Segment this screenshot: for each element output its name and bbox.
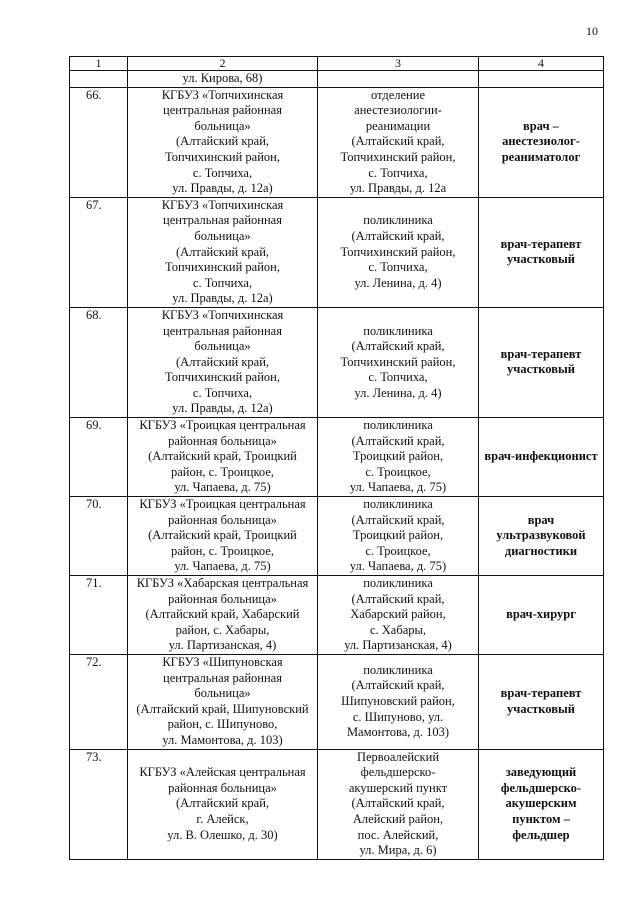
cell-line: КГБУЗ «Топчихинская [161, 197, 284, 212]
cell-line: (Алтайский край, [351, 591, 445, 606]
position-cell [479, 307, 604, 417]
cell-line: КГБУЗ «Шипуновская [162, 654, 283, 669]
cell-line: центральная районная [163, 323, 282, 338]
cell-line: ул. Чапаева, д. 75) [349, 559, 447, 574]
cell-line: врач-хирург [506, 607, 576, 622]
table-row [70, 654, 604, 749]
row-number: 72. [70, 654, 128, 749]
cell-line: поликлиника [363, 497, 433, 512]
cell-line: поликлиника [363, 576, 433, 590]
department-cell [318, 418, 479, 497]
cell-line: (Алтайский край, Троицкий [148, 449, 297, 464]
cell-line: поликлиника [363, 323, 433, 338]
cell-line: с. Топчиха, [368, 260, 428, 275]
cell-line: ул. Мира, д. 6) [359, 843, 437, 858]
facilities-table [69, 56, 604, 860]
cell-line: ул. Правды, д. 12а) [172, 181, 273, 196]
cell-line: ул. Ленина, д. 4) [354, 385, 442, 400]
institution-cell [128, 576, 318, 655]
position-cell [479, 654, 604, 749]
cell-line: Троицкий район, [352, 528, 444, 543]
cell-line: диагностики [504, 543, 578, 558]
cell-line: (Алтайский край, [175, 134, 270, 149]
cell-line: КГБУЗ «Алейская центральная [139, 765, 306, 780]
cell-line: врач-терапевт [500, 236, 582, 251]
cell-line: реаниматолог [501, 149, 581, 164]
cell-line: Шипуновский район, [341, 693, 455, 708]
department-cell [318, 749, 479, 859]
cell-line: пос. Алейский, [357, 827, 439, 842]
cell-line: анестезиологии- [354, 103, 442, 118]
table-row [70, 197, 604, 307]
cell-line: с. Топчиха, [192, 385, 253, 400]
cell-line: реанимации [365, 118, 431, 133]
cell-line: с. Хабары, [369, 622, 427, 637]
cell-line: район, с. Троицкое, [170, 543, 275, 558]
table-body [70, 57, 604, 860]
cell-line: фельдшер [512, 827, 570, 842]
cell-line: (Алтайский край, [351, 796, 445, 811]
header-cell-2: 2 [128, 57, 318, 71]
cell-line: районная больница» [168, 591, 277, 606]
position-cell [479, 87, 604, 197]
institution-cell [128, 654, 318, 749]
institution-cell [128, 197, 318, 307]
cell-line: (Алтайский край, [351, 433, 445, 448]
table-row [70, 749, 604, 859]
department-cell [318, 654, 479, 749]
cell-line: (Алтайский край, Шипуновский [136, 701, 309, 716]
cell-line: врач-инфекционист [484, 449, 598, 464]
cell-line: ул. Партизанская, 4) [168, 638, 277, 653]
cell-line: КГБУЗ «Хабарская центральная [136, 576, 309, 590]
cell-line: Троицкий район, [352, 449, 444, 464]
cell-line: участковый [507, 252, 575, 267]
position-cell [479, 71, 604, 88]
cell-line: (Алтайский край, [351, 134, 445, 149]
cell-line: Топчихинский район, [340, 244, 456, 259]
table-row [70, 418, 604, 497]
cell-line: ул. Ленина, д. 4) [354, 275, 442, 290]
header-cell-3: 3 [318, 57, 479, 71]
cell-line: анестезиолог- [502, 134, 580, 149]
header-cell-4: 4 [479, 57, 604, 71]
cell-line: (Алтайский край, [351, 512, 445, 527]
cell-line: с. Троицкое, [365, 543, 431, 558]
cell-line: Топчихинский район, [165, 149, 280, 164]
table-row [70, 71, 604, 88]
cell-line: (Алтайский край, [351, 228, 445, 243]
header-cell-1: 1 [70, 57, 128, 71]
cell-line: с. Топчиха, [192, 275, 253, 290]
cell-line: Топчихинский район, [165, 260, 280, 275]
cell-line: КГБУЗ «Троицкая центральная [139, 418, 306, 433]
position-cell [479, 749, 604, 859]
cell-line: район, с. Троицкое, [170, 464, 275, 479]
cell-line: (Алтайский край, Троицкий [148, 528, 297, 543]
cell-line: фельдшерско- [360, 765, 436, 780]
institution-cell [128, 71, 318, 88]
position-cell [479, 418, 604, 497]
row-number: 70. [70, 497, 128, 576]
department-cell [318, 87, 479, 197]
cell-line: (Алтайский край, [175, 244, 270, 259]
cell-line: больница» [194, 118, 251, 133]
cell-line: больница» [194, 339, 251, 354]
cell-line: ул. Партизанская, 4) [344, 638, 452, 653]
cell-line: с. Троицкое, [365, 464, 431, 479]
row-number [70, 71, 128, 88]
cell-line: больница» [194, 228, 251, 243]
department-cell [318, 71, 479, 88]
cell-line: поликлиника [363, 662, 433, 677]
cell-line: акушерским [505, 796, 577, 811]
cell-line: районная больница» [168, 780, 277, 795]
institution-cell [128, 418, 318, 497]
cell-line: участковый [507, 362, 575, 377]
row-number: 71. [70, 576, 128, 655]
cell-line: участковый [507, 701, 575, 716]
cell-line: ул. Чапаева, д. 75) [349, 480, 447, 495]
row-number: 67. [70, 197, 128, 307]
institution-cell [128, 749, 318, 859]
cell-line: Топчихинский район, [340, 354, 456, 369]
institution-cell [128, 307, 318, 417]
cell-line: район, с. Шипуново, [167, 717, 278, 732]
cell-line: с. Топчиха, [368, 165, 428, 180]
cell-line: КГБУЗ «Топчихинская [161, 307, 284, 322]
cell-line: центральная районная [163, 103, 282, 118]
institution-cell [128, 87, 318, 197]
page-number: 10 [586, 24, 598, 38]
table-row [70, 576, 604, 655]
cell-line: центральная районная [163, 213, 282, 228]
cell-line: акушерский пункт [348, 780, 448, 795]
cell-line: Топчихинский район, [340, 149, 456, 164]
cell-line: врач-терапевт [500, 686, 582, 701]
cell-line: с. Топчиха, [192, 165, 253, 180]
cell-line: ул. В. Олешко, д. 30) [167, 827, 278, 842]
cell-line: район, с. Хабары, [175, 622, 270, 637]
department-cell [318, 307, 479, 417]
cell-line: поликлиника [363, 213, 433, 228]
cell-line: врач-терапевт [500, 346, 582, 361]
cell-line: ул. Правды, д. 12а [349, 181, 447, 196]
row-number: 73. [70, 749, 128, 859]
position-cell [479, 576, 604, 655]
cell-line: ул. Чапаева, д. 75) [174, 559, 271, 574]
position-cell [479, 197, 604, 307]
cell-line: Хабарский район, [350, 607, 446, 622]
cell-line: (Алтайский край, [175, 354, 270, 369]
cell-line: Мамонтова, д. 103) [346, 725, 450, 740]
cell-line: г. Алейск, [196, 811, 249, 826]
cell-line: пунктом – [512, 811, 570, 826]
row-number: 68. [70, 307, 128, 417]
cell-line: поликлиника [363, 418, 433, 433]
table-row [70, 307, 604, 417]
cell-line: Топчихинский район, [165, 370, 280, 385]
cell-line: ул. Правды, д. 12а) [172, 291, 273, 306]
cell-line: врач [527, 512, 555, 527]
department-cell [318, 576, 479, 655]
cell-line: (Алтайский край, [175, 796, 270, 811]
cell-line: (Алтайский край, Хабарский [145, 607, 300, 622]
cell-line: с. Топчиха, [368, 370, 428, 385]
cell-line: заведующий [505, 765, 577, 780]
cell-line: районная больница» [168, 512, 277, 527]
cell-line: центральная районная [163, 670, 282, 685]
row-number: 66. [70, 87, 128, 197]
cell-line: фельдшерско- [500, 780, 582, 795]
cell-line: отделение [370, 87, 425, 102]
cell-line: (Алтайский край, [351, 678, 445, 693]
cell-line: ул. Кирова, 68) [182, 71, 263, 85]
cell-line: ультразвуковой [496, 528, 586, 543]
cell-line: с. Шипуново, ул. [352, 709, 444, 724]
cell-line: ул. Правды, д. 12а) [172, 401, 273, 416]
department-cell [318, 197, 479, 307]
table-row [70, 497, 604, 576]
cell-line: КГБУЗ «Троицкая центральная [139, 497, 306, 512]
cell-line: КГБУЗ «Топчихинская [161, 87, 284, 102]
cell-line: больница» [194, 686, 251, 701]
department-cell [318, 497, 479, 576]
cell-line: Алейский район, [352, 811, 444, 826]
position-cell [479, 497, 604, 576]
institution-cell [128, 497, 318, 576]
cell-line: (Алтайский край, [351, 339, 445, 354]
table-row [70, 87, 604, 197]
cell-line: Первоалейский [356, 749, 440, 764]
cell-line: ул. Мамонтова, д. 103) [162, 732, 283, 747]
cell-line: районная больница» [168, 433, 277, 448]
table-header-row [70, 57, 604, 71]
cell-line: ул. Чапаева, д. 75) [174, 480, 271, 495]
cell-line: врач – [523, 118, 559, 133]
row-number: 69. [70, 418, 128, 497]
